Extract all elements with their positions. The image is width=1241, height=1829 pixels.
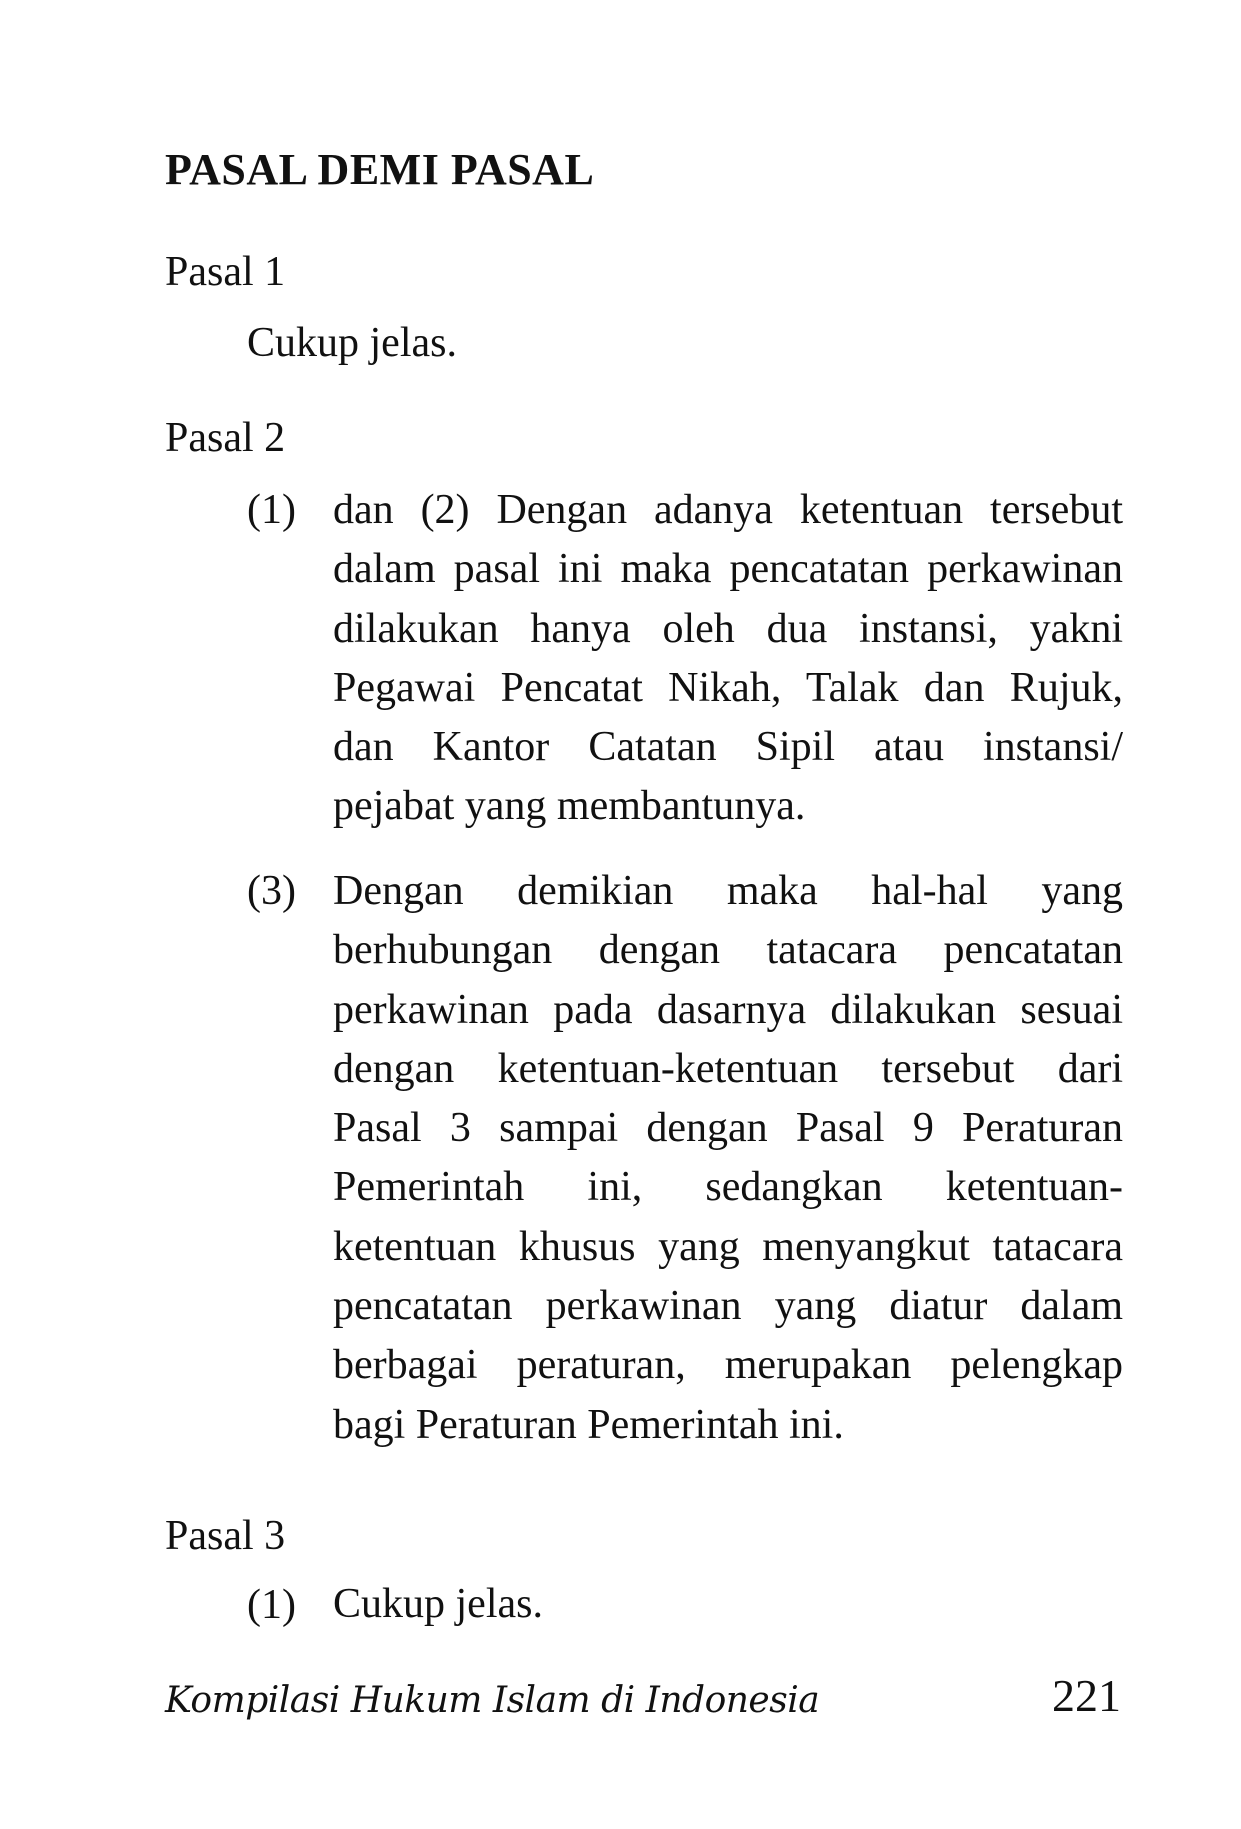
- paragraph-line: bagi Peraturan Pemerintah ini.: [333, 1401, 844, 1448]
- pasal-2-title: Pasal 2: [165, 415, 286, 461]
- paragraph-line: ketentuan khusus yang menyangkut tatacara: [333, 1223, 1123, 1270]
- paragraph-line: berbagai peraturan, merupakan pelengkap: [333, 1342, 1123, 1389]
- paragraph-line: pencatatan perkawinan yang diatur dalam: [333, 1283, 1123, 1330]
- pasal-3-item-1-number: (1): [247, 1582, 296, 1628]
- pasal-2-item-1-number: (1): [247, 487, 296, 533]
- pasal-1-text: Cukup jelas.: [247, 320, 457, 366]
- paragraph-line: dan Kantor Catatan Sipil atau instansi/: [333, 724, 1123, 771]
- page-heading: PASAL DEMI PASAL: [165, 145, 595, 194]
- paragraph-line: dan (2) Dengan adanya ketentuan tersebut: [333, 487, 1123, 533]
- paragraph-line: Pasal 3 sampai dengan Pasal 9 Peraturan: [333, 1105, 1123, 1152]
- pasal-2-item-1-text: [333, 481, 1123, 837]
- paragraph-line: Pemerintah ini, sedangkan ketentuan-: [333, 1164, 1123, 1211]
- paragraph-line: berhubungan dengan tatacara pencatatan: [333, 927, 1123, 974]
- pasal-2-item-3-text: [333, 862, 1123, 1455]
- page-number: 221: [1052, 1670, 1121, 1721]
- paragraph-line: pejabat yang membantunya.: [333, 783, 806, 830]
- pasal-2-item-3-number: (3): [247, 868, 296, 914]
- paragraph-line: dengan ketentuan-ketentuan tersebut dari: [333, 1045, 1123, 1092]
- footer-book-title: Kompilasi Hukum Islam di Indonesia: [165, 1680, 820, 1721]
- pasal-1-title: Pasal 1: [165, 249, 286, 295]
- paragraph-line: dalam pasal ini maka pencatatan perkawinan: [333, 546, 1123, 593]
- pasal-3-title: Pasal 3: [165, 1513, 286, 1559]
- paragraph-line: Dengan demikian maka hal-hal yang: [333, 868, 1123, 914]
- paragraph-line: dilakukan hanya oleh dua instansi, yakni: [333, 605, 1123, 652]
- paragraph-line: Pegawai Pencatat Nikah, Talak dan Rujuk,: [333, 664, 1123, 711]
- paragraph-line: perkawinan pada dasarnya dilakukan sesuai: [333, 986, 1123, 1033]
- pasal-3-item-1-text: Cukup jelas.: [333, 1581, 543, 1627]
